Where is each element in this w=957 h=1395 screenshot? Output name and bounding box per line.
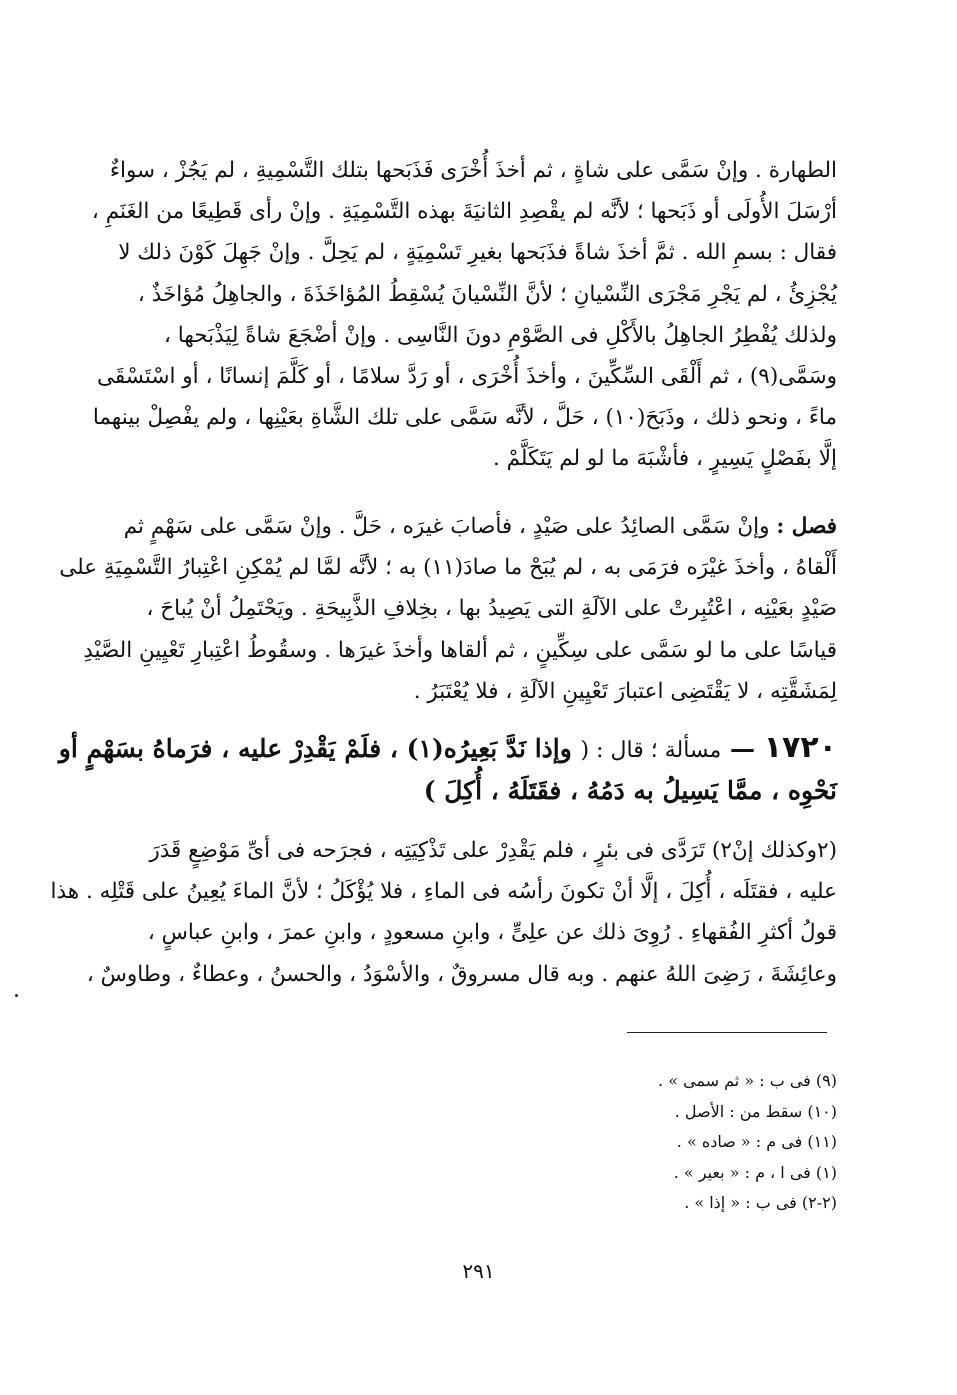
- text-line: فقال : بسمِ الله . ثمَّ أخذَ شاةً فذَبَحها بغيرِ تَسْمِيَةٍ ، لم يَحِلَّ . وإنْ جَهِلَ كَوْنَ ذلك لا: [118, 240, 837, 266]
- section-heading: فصل :: [776, 514, 837, 539]
- text-line: قولُ أكثرِ الفُقهاءِ . رُوِىَ ذلك عن علِىٍّ ، وابنِ مسعودٍ ، وابنِ عمرَ ، وابنِ عباسٍ ،: [147, 920, 837, 946]
- footnote: (١١) فى م : « صاده » .: [676, 1132, 837, 1151]
- text-segment: وإنْ سَمَّى الصائِدُ على صَيْدٍ ، فأصابَ غيرَه ، حَلَّ . وإنْ سَمَّى على سَهْمٍ ثم: [123, 514, 777, 539]
- text-line: قياسًا على ما لو سَمَّى على سِكِّينٍ ، ثم ألقاها وأخذَ غيرَها . وسقُوطُ اعْتِبارِ تَعْيِينِ الصَّيْدِ: [83, 637, 837, 663]
- footnote: (١٠) سقط من : الأصل .: [674, 1101, 837, 1121]
- text-line: صَيْدٍ بعَيْنِه ، اعْتُبِرتْ على الآلَةِ التى يَصِيدُ بها ، بخِلافِ الذَّبِيحَةِ . ويَحْتَمِلُ أنْ يُباحَ ،: [146, 596, 837, 622]
- issue-text: وإذا نَدَّ بَعِيرُه(١) ، فلَمْ يَقْدِرْ عليه ، فرَماهُ بسَهْمٍ أو: [58, 734, 572, 763]
- scan-speck: [15, 994, 18, 997]
- masala-line-1: [58, 728, 837, 771]
- paragraph-1: [91, 150, 837, 480]
- text-line: ولذلك يُفْطِرُ الجاهِلُ بالأَكْلِ فى الصَّوْمِ دونَ النَّاسِى . وإنْ أضْجَعَ شاةً لِيَذْبَحها ،: [164, 322, 837, 348]
- text-line: ماءً ، ونحو ذلك ، وذَبَحَ(١٠) ، حَلَّ ، لأنَّه سَمَّى على تلك الشَّاةِ بعَيْنِها ، ولم يفْصِلْ بينهما: [92, 405, 837, 431]
- masala-line-2: نَحْوِه ، ممَّا يَسِيلُ به دَمُهُ ، فقَتَلَهُ ، أُكِلَ ): [423, 776, 837, 805]
- issue-number: ١٧٢٠: [763, 730, 837, 765]
- text-line: عليه ، فقتَلَه ، أُكِلَ ، إلَّا أنْ تكونَ رأسُه فى الماءِ ، فلا يُؤْكَلُ ؛ لأنَّ الماءَ يُعِينُ على قَتْلِه . هذا: [50, 879, 837, 905]
- masala-heading: [58, 728, 837, 811]
- text-line: لِمَشَقَّتِه ، لا يَقْتَضِى اعتبارَ تَعْيِينِ الآلَةِ ، فلا يُعْتَبَرُ .: [413, 678, 837, 704]
- footnote-separator: [627, 1032, 827, 1033]
- text-line: الطهارة . وإنْ سَمَّى على شاةٍ ، ثم أخذَ أُخْرَى فَذَبَحها بتلك التَّسْمِيةِ ، لم يَجُزْ ، سواءٌ: [109, 158, 837, 183]
- paragraph-3: [50, 830, 837, 995]
- paragraph-2: [59, 506, 837, 712]
- footnote: (٢-٢) فى ب : « إذا » .: [684, 1193, 837, 1212]
- page-number: ٢٩١: [462, 1259, 495, 1283]
- text-line: وسَمَّى(٩) ، ثم أَلْقَى السِّكِّينَ ، وأخذَ أُخْرَى ، أو رَدَّ سلامًا ، أو كَلَّمَ إنسانًا ، أو اسْتَسْقَى: [96, 364, 837, 390]
- text-line: وعائِشَةَ ، رَضِىَ اللهُ عنهم . وبه قال مسروقٌ ، والأسْوَدُ ، والحسنُ ، وعطاءٌ ، وطاوسٌ ،: [86, 961, 837, 987]
- text-line: [125, 506, 837, 547]
- issue-prefix: مسألة ؛ قال : (: [580, 738, 722, 763]
- text-line: إلَّا بفَصْلٍ يَسِيرٍ ، فأشْبَهَ ما لو لم يَتَكَلَّمْ .: [492, 446, 837, 472]
- footnote: (١) فى ا ، م : « بعير » .: [673, 1162, 837, 1182]
- text-line: أَلْقاهُ ، وأخذَ غيْرَه فرَمَى به ، لم يُبَحْ ما صادَ(١١) به ؛ لأنَّه لمَّا لم يُمْكِنِ اعْتِبارُ التَّسْمِيَةِ على: [59, 555, 837, 581]
- footnote: (٩) فى ب : « ثم سمى » .: [658, 1071, 837, 1090]
- issue-dash: —: [730, 734, 756, 763]
- text-line: أرْسَلَ الأُولَى أو ذَبَحها ؛ لأنَّه لم يقْصِدِ الثانيَةَ بهذه التَّسْمِيَةِ . وإنْ رأى قَطِيعًا من الغَنَمِ ،: [91, 199, 837, 225]
- text-line: يُجْزِئُ ، لم يَجْرِ مَجْرَى النِّسْيانِ ؛ لأنَّ النِّسْيانَ يُسْقِطُ المُؤاخَذَةَ ، والجاهِلُ مُؤاخَذٌ ،: [137, 281, 837, 307]
- text-line: (٢وكذلك إنْ٢) تَرَدَّى فى بئرٍ ، فلم يَقْدِرْ على تَذْكِيَتِه ، فجرَحه فى أىِّ مَوْضِعٍ قَدَرَ: [149, 838, 837, 863]
- footnotes: [437, 1066, 837, 1219]
